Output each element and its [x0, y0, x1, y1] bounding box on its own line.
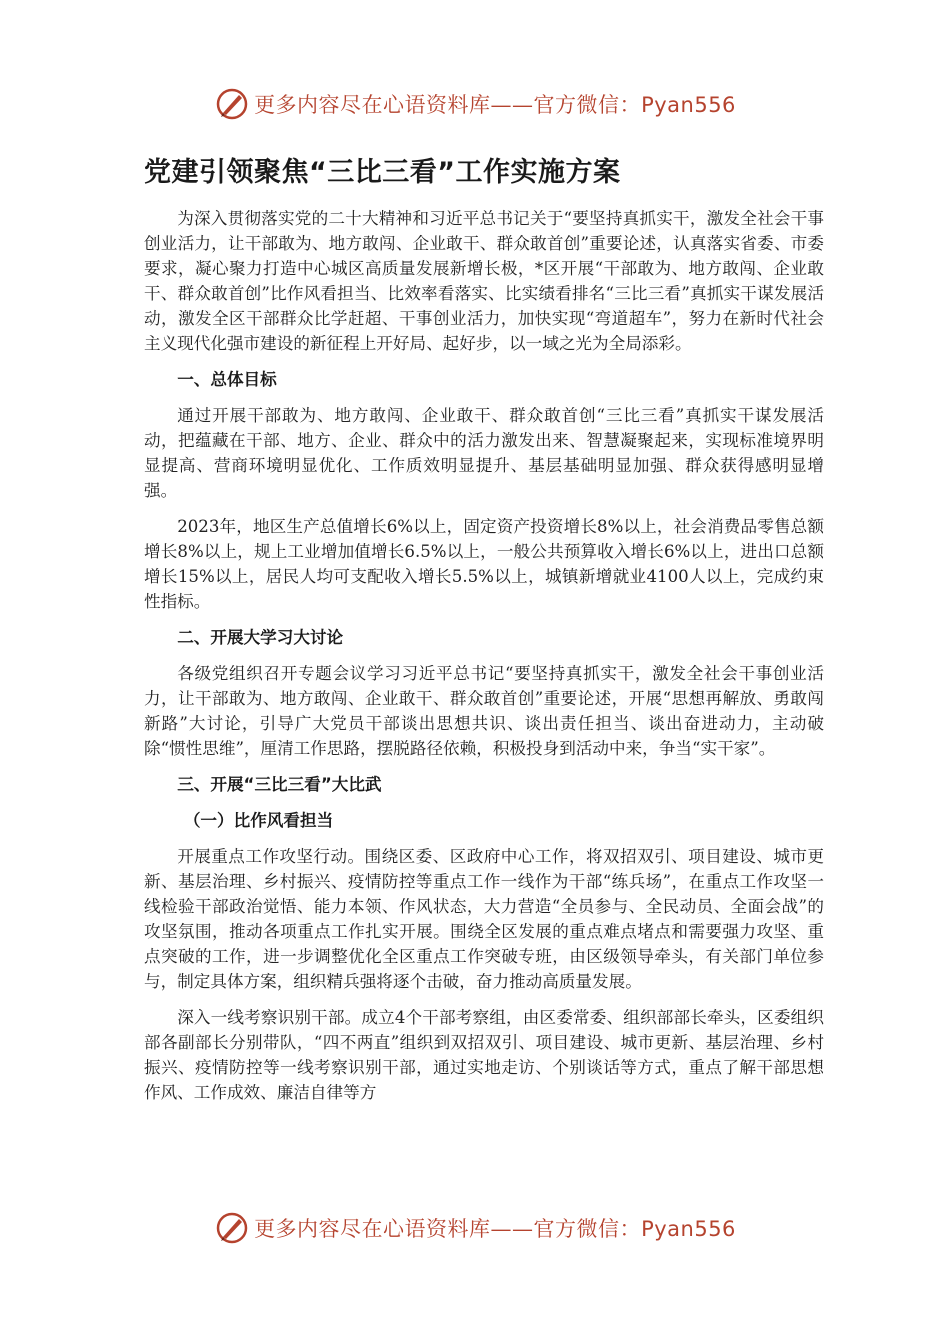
section1-heading: 一、总体目标 — [177, 370, 277, 389]
watermark-cn-text: 更多内容尽在心语资料库——官方微信： — [254, 93, 642, 117]
section2-heading: 二、开展大学习大讨论 — [177, 628, 344, 647]
quill-logo-icon — [214, 86, 250, 122]
watermark-banner-bottom — [0, 1208, 950, 1248]
section3-subheading-1: （一）比作风看担当 — [183, 811, 334, 830]
watermark-cn-text: 更多内容尽在心语资料库——官方微信： — [254, 1217, 642, 1241]
section2-paragraph-1: 各级党组织召开专题会议学习习近平总书记“要坚持真抓实干，激发全社会干事创业活力，让干部敢为、地方敢闯、企业敢干、群众敢首创”重要论述，开展“思想再解放、勇敢闯新路”大讨论，引导广大党员干部谈出思想共识、谈出责任担当、谈出奋进动力，主动破除“惯性思维”，厘清工作思路，摆脱路径依赖，积极投身到活动中来，争当“实干家”。 — [144, 664, 824, 758]
intro-paragraph: 为深入贯彻落实党的二十大精神和习近平总书记关于“要坚持真抓实干，激发全社会干事创业活力，让干部敢为、地方敢闯、企业敢干、群众敢首创”重要论述，认真落实省委、市委要求，凝心聚力打造中心城区高质量发展新增长极，*区开展“干部敢为、地方敢闯、企业敢干、群众敢首创”比作风看担当、比效率看落实、比实绩看排名“三比三看”真抓实干谋发展活动，激发全区干部群众比学赶超、干事创业活力，加快实现“弯道超车”，努力在新时代社会主义现代化强市建设的新征程上开好局、起好步，以一域之光为全局添彩。 — [144, 209, 824, 353]
watermark-banner-top — [0, 84, 950, 124]
document-body — [144, 206, 824, 1116]
watermark-text — [254, 89, 736, 119]
section1-paragraph-2: 2023年，地区生产总值增长6%以上，固定资产投资增长8%以上，社会消费品零售总额增长8%以上，规上工业增加值增长6.5%以上，一般公共预算收入增长6%以上，进出口总额增长15%以上，居民人均可支配收入增长5.5%以上，城镇新增就业4100人以上，完成约束性指标。 — [144, 517, 824, 611]
watermark-wechat-id: Pyan556 — [641, 93, 736, 117]
section3-paragraph-1: 开展重点工作攻坚行动。围绕区委、区政府中心工作，将双招双引、项目建设、城市更新、基层治理、乡村振兴、疫情防控等重点工作一线作为干部“练兵场”，在重点工作攻坚一线检验干部政治觉悟、能力本领、作风状态，大力营造“全员参与、全民动员、全面会战”的攻坚氛围，推动各项重点工作扎实开展。围绕全区发展的重点难点堵点和需要强力攻坚、重点突破的工作，进一步调整优化全区重点工作突破专班，由区级领导牵头，有关部门单位参与，制定具体方案，组织精兵强将逐个击破，奋力推动高质量发展。 — [144, 847, 824, 991]
watermark-wechat-id: Pyan556 — [641, 1217, 736, 1241]
document-title: 党建引领聚焦“三比三看”工作实施方案 — [144, 157, 621, 188]
section3-heading: 三、开展“三比三看”大比武 — [177, 775, 382, 794]
quill-logo-icon — [214, 1210, 250, 1246]
section1-paragraph-1: 通过开展干部敢为、地方敢闯、企业敢干、群众敢首创“三比三看”真抓实干谋发展活动，把蕴藏在干部、地方、企业、群众中的活力激发出来、智慧凝聚起来，实现标准境界明显提高、营商环境明显优化、工作质效明显提升、基层基础明显加强、群众获得感明显增强。 — [144, 406, 824, 500]
watermark-text — [254, 1213, 736, 1243]
section3-paragraph-2: 深入一线考察识别干部。成立4个干部考察组，由区委常委、组织部部长牵头，区委组织部各副部长分别带队，“四不两直”组织到双招双引、项目建设、城市更新、基层治理、乡村振兴、疫情防控等一线考察识别干部，通过实地走访、个别谈话等方式，重点了解干部思想作风、工作成效、廉洁自律等方 — [144, 1008, 824, 1102]
